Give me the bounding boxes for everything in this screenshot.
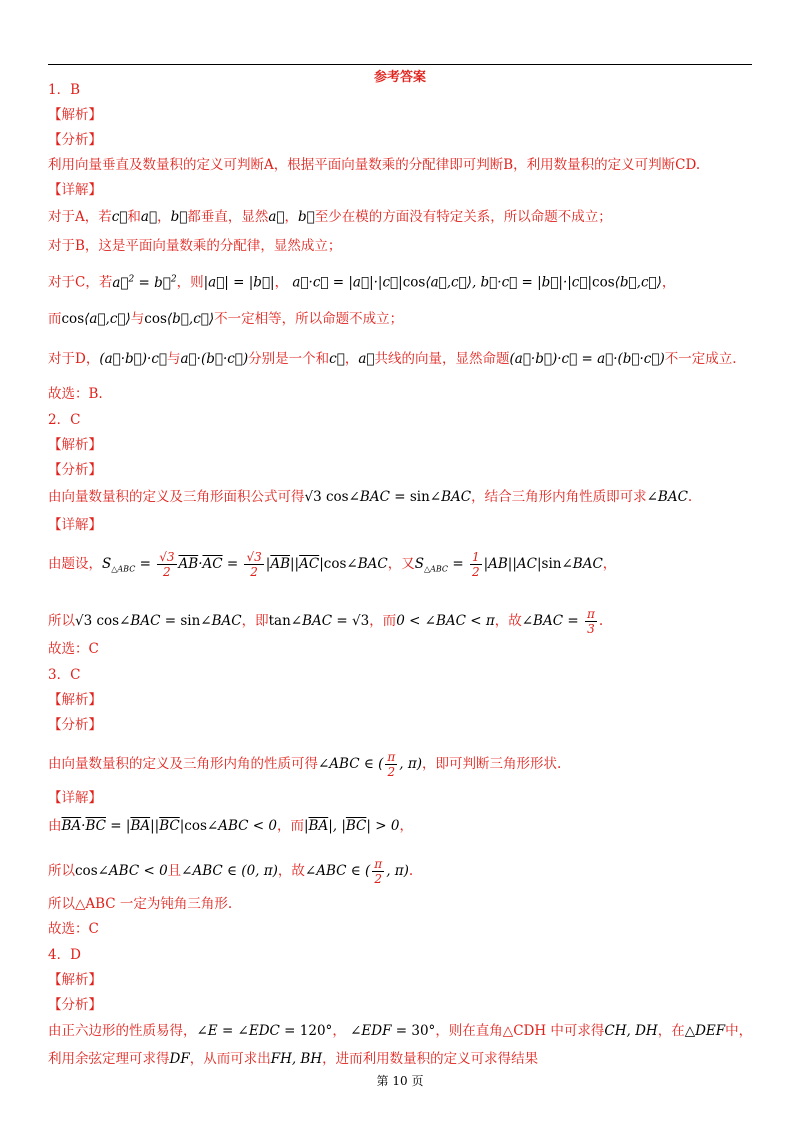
q2-number: 2．C <box>48 412 81 428</box>
q3-detail-b: 所以cos∠ABC < 0且∠ABC ∈ (0, π)，故∠ABC ∈ ( $\frac{\pi}{2}$ , π). <box>48 857 414 886</box>
q2-detail-a: 由题设，$S_{\triangle ABC}$ = $\frac{√3}{2}$ $\overline{AB}\cdot\overline{AC}$ = $\frac{√3}{2}$ $|\overline{AB}||\overline{AC}|\cos\angle BAC$，又$S_{\triangle ABC}$ = $\frac{1}{2}$ |AB||AC|sin∠BAC， <box>48 550 617 579</box>
page-number: 第 10 页 <box>376 1074 424 1088</box>
q3-detail-c: 所以△ABC 一定为钝角三角形. <box>48 896 233 912</box>
q4-fenxi-label: 【分析】 <box>48 997 102 1013</box>
q3-detail-a: 由$\overline{BA}\cdot\overline{BC}$ = $|\overline{BA}||\overline{BC}|\cos\angle ABC < 0$，而$|\overline{BA}|$, $|\overline{BC}| > 0$， <box>48 818 413 834</box>
q4-number: 4．D <box>48 947 81 963</box>
q3-choice: 故选：C <box>48 921 99 937</box>
q4-jiexi-label: 【解析】 <box>48 972 102 988</box>
q2-choice: 故选：C <box>48 641 99 657</box>
header-rule <box>48 64 752 65</box>
q1-detail-b: 对于B，这是平面向量数乘的分配律，显然成立； <box>48 238 342 254</box>
q1-detail-a: 对于A，若c⃗和a⃗，b⃗都垂直，显然a⃗，b⃗至少在模的方面没有特定关系，所以命题不成立； <box>48 209 612 225</box>
q1-detail-c: 对于C，若a⃗$^2$ = b⃗$^2$，则|a⃗| = |b⃗|， a⃗·c⃗ = |a⃗|·|c⃗|cos⟨a⃗,c⃗⟩, b⃗·c⃗ = |b⃗|·|c⃗|cos⟨b⃗,c⃗⟩， <box>48 274 676 291</box>
q4-analysis-b: 利用余弦定理可求得DF，从而可求出FH, BH，进而利用数量积的定义可求得结果 <box>48 1051 539 1067</box>
page-title: 参考答案 <box>373 70 426 85</box>
q1-number: 1．B <box>48 82 81 98</box>
q3-analysis: 由向量数量积的定义及三角形内角的性质可得∠ABC ∈ ( $\frac{\pi}{2}$ , π)，即可判断三角形形状. <box>48 750 562 779</box>
q1-choice: 故选：B. <box>48 386 103 402</box>
q1-detail-e: 对于D，(a⃗·b⃗)·c⃗与a⃗·(b⃗·c⃗)分别是一个和c⃗，a⃗共线的向量，显然命题(a⃗·b⃗)·c⃗ = a⃗·(b⃗·c⃗)不一定成立. <box>48 351 737 367</box>
q3-fenxi-label: 【分析】 <box>48 717 102 733</box>
q4-analysis-a: 由正六边形的性质易得，∠E = ∠EDC = 120°， ∠EDF = 30°，则在直角△CDH 中可求得CH, DH，在△DEF中， <box>48 1023 753 1039</box>
q1-fenxi-label: 【分析】 <box>48 132 102 148</box>
q1-jiexi-label: 【解析】 <box>48 107 102 123</box>
q2-analysis: 由向量数量积的定义及三角形面积公式可得√3 cos∠BAC = sin∠BAC，结合三角形内角性质即可求∠BAC. <box>48 489 693 505</box>
q2-fenxi-label: 【分析】 <box>48 462 102 478</box>
q1-detail-d: 而cos⟨a⃗,c⃗⟩与cos⟨b⃗,c⃗⟩不一定相等，所以命题不成立； <box>48 311 404 327</box>
q2-xiangjie-label: 【详解】 <box>48 517 102 533</box>
q2-detail-b: 所以√3 cos∠BAC = sin∠BAC，即tan∠BAC = √3，而0 < ∠BAC < π，故∠BAC = $\frac{\pi}{3}$ . <box>48 607 604 636</box>
q1-xiangjie-label: 【详解】 <box>48 182 102 198</box>
q3-xiangjie-label: 【详解】 <box>48 790 102 806</box>
q3-jiexi-label: 【解析】 <box>48 692 102 708</box>
q2-jiexi-label: 【解析】 <box>48 437 102 453</box>
q3-number: 3．C <box>48 667 81 683</box>
q1-analysis: 利用向量垂直及数量积的定义可判断A，根据平面向量数乘的分配律即可判断B，利用数量积的定义可判断CD. <box>48 157 701 173</box>
